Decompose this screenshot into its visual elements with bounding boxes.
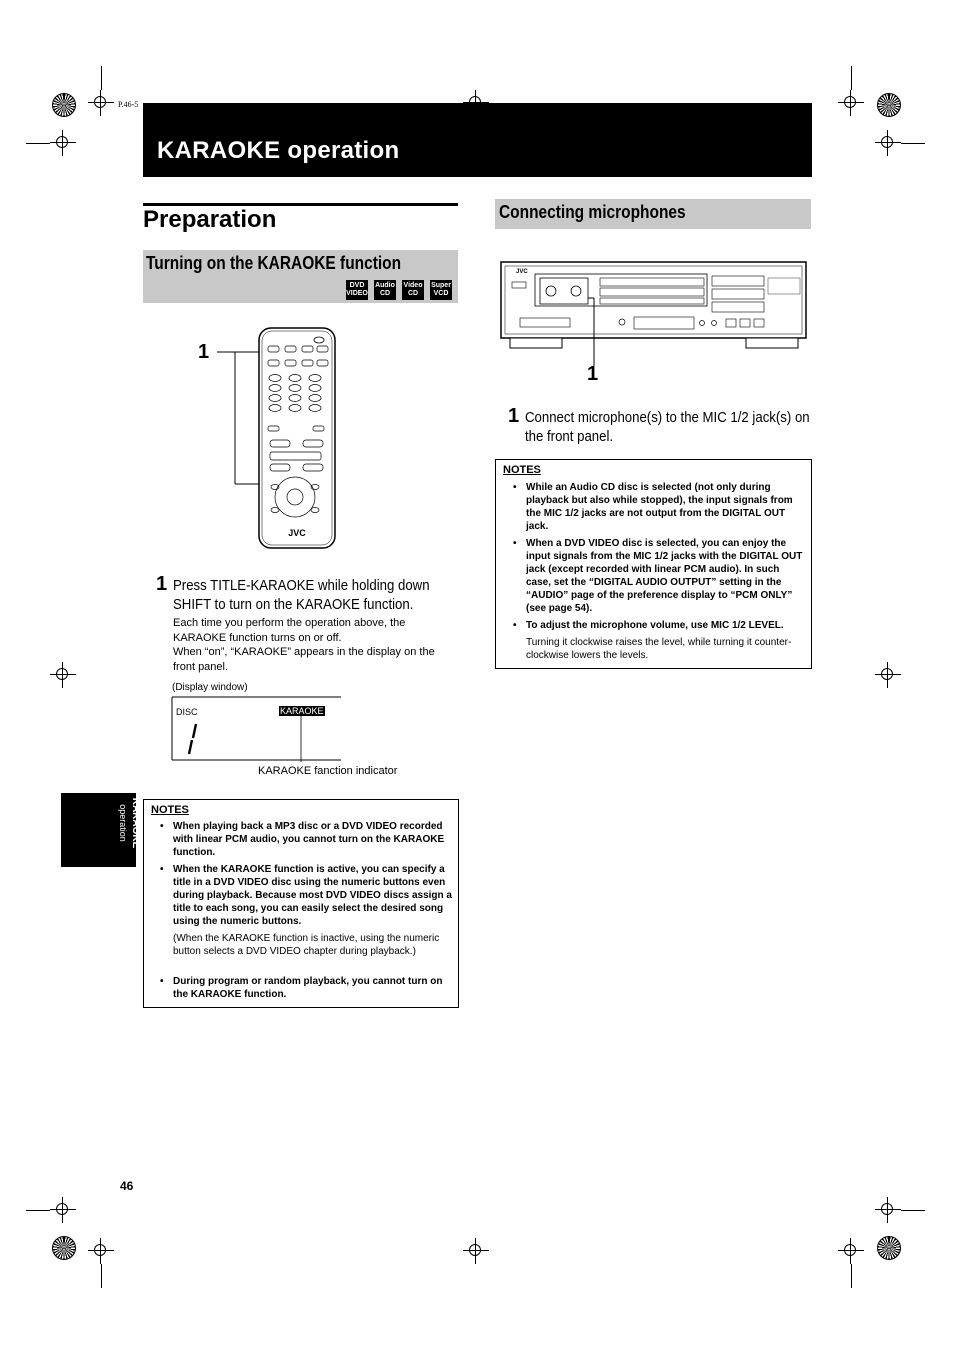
notes-title: NOTES: [151, 804, 189, 816]
page-title: KARAOKE operation: [157, 137, 400, 164]
display-karaoke-indicator: KARAOKE: [280, 706, 324, 716]
page-number: 46: [120, 1179, 134, 1193]
note-item: While an Audio CD disc is selected (not only during playback but also while stopped), the input signals from the MIC 1/2 jacks are not output from the DIGITAL OUT jack.: [526, 482, 793, 532]
trim-line: [101, 66, 102, 90]
dvd-video-badge: DVD VIDEO: [346, 280, 368, 300]
subsection-title: Turning on the KARAOKE function: [146, 253, 402, 273]
device-brand-logo: JVC: [516, 269, 528, 275]
trim-line: [851, 66, 852, 90]
bullet: •: [160, 864, 164, 875]
side-tab-line1: KARAOKE: [130, 797, 141, 849]
super-vcd-badge: Super VCD: [430, 280, 452, 300]
trim-line: [101, 1264, 102, 1288]
note-item: When a DVD VIDEO disc is selected, you can enjoy the input signals from the MIC 1/2 jacks with the DIGITAL OUT jack (except recorded with linear PCM audio). In such case, set the “DIGITAL AUDIO OUTPUT” setting in the “AUDIO” page of the preference display to “PCM ONLY” (see page 54).: [526, 538, 803, 614]
step-number: 1: [156, 573, 168, 595]
crosshair-mark: [50, 662, 76, 688]
registration-disc-top-left: [52, 93, 76, 117]
crosshair-mark: [875, 1197, 901, 1223]
subsection-title: Connecting microphones: [499, 202, 686, 222]
crosshair-mark: [838, 90, 864, 116]
crosshair-mark: [838, 1238, 864, 1264]
side-tab-line2: operation: [118, 804, 128, 842]
bullet: •: [160, 976, 164, 987]
note-subtext: Turning it clockwise raises the level, while turning it counter-clockwise lowers the levels.: [526, 637, 792, 661]
note-item: When playing back a MP3 disc or a DVD VIDEO recorded with linear PCM audio, you cannot turn on the KARAOKE function.: [173, 821, 445, 858]
bullet: •: [513, 482, 517, 493]
video-cd-badge: Video CD: [402, 280, 424, 300]
trim-line: [851, 1264, 852, 1288]
step-detail-text: When “on”, “KARAOKE” appears in the display on the front panel.: [173, 646, 435, 673]
registration-disc-top-right: [877, 93, 901, 117]
notes-title: NOTES: [503, 464, 541, 476]
crosshair-mark: [875, 130, 901, 156]
remote-brand-logo: JVC: [288, 528, 306, 538]
crosshair-mark: [50, 1197, 76, 1223]
audio-cd-badge: Audio CD: [374, 280, 396, 300]
trim-line: [901, 143, 925, 144]
crosshair-mark: [463, 1238, 489, 1264]
crosshair-mark: [88, 90, 114, 116]
crosshair-mark: [50, 130, 76, 156]
step-number: 1: [508, 405, 520, 427]
bullet: •: [513, 620, 517, 631]
bullet: •: [160, 821, 164, 832]
step-instruction: Connect microphone(s) to the MIC 1/2 jack(s) on the front panel.: [525, 409, 810, 445]
trim-line: [901, 1210, 925, 1211]
trim-line: [26, 1210, 50, 1211]
display-window-caption: (Display window): [172, 682, 248, 693]
trim-line: [26, 143, 50, 144]
note-item: During program or random playback, you cannot turn on the KARAOKE function.: [173, 976, 443, 1000]
note-item: To adjust the microphone volume, use MIC 1/2 LEVEL.: [526, 620, 784, 631]
crosshair-mark: [88, 1238, 114, 1264]
side-tab-label: [61, 793, 141, 867]
display-window-figure: [170, 694, 345, 764]
bullet: •: [513, 538, 517, 549]
note-subtext: (When the KARAOKE function is inactive, using the numeric button selects a DVD VIDEO chapter during playback.): [173, 933, 440, 957]
indicator-caption: KARAOKE fanction indicator: [258, 765, 398, 777]
callout-number: 1: [587, 363, 599, 385]
file-reference: P.46-5: [118, 100, 139, 109]
step-instruction: Press TITLE-KARAOKE while holding down SHIFT to turn on the KARAOKE function.: [173, 577, 430, 613]
display-disc-label: DISC: [176, 707, 198, 717]
dvd-player-illustration: [500, 260, 810, 375]
registration-disc-bottom-right: [877, 1236, 901, 1260]
crosshair-mark: [875, 662, 901, 688]
callout-number: 1: [198, 341, 210, 363]
step-detail-text: Each time you perform the operation above, the KARAOKE function turns on or off.: [173, 617, 406, 644]
remote-control-illustration: [195, 322, 345, 557]
section-title: Preparation: [143, 206, 277, 233]
registration-disc-bottom-left: [52, 1236, 76, 1260]
note-item: When the KARAOKE function is active, you can specify a title in a DVD VIDEO disc using the numeric buttons even during playback. Because most DVD VIDEO discs assign a title to each song, you can easily select the desired song using the numeric buttons.: [173, 864, 452, 927]
